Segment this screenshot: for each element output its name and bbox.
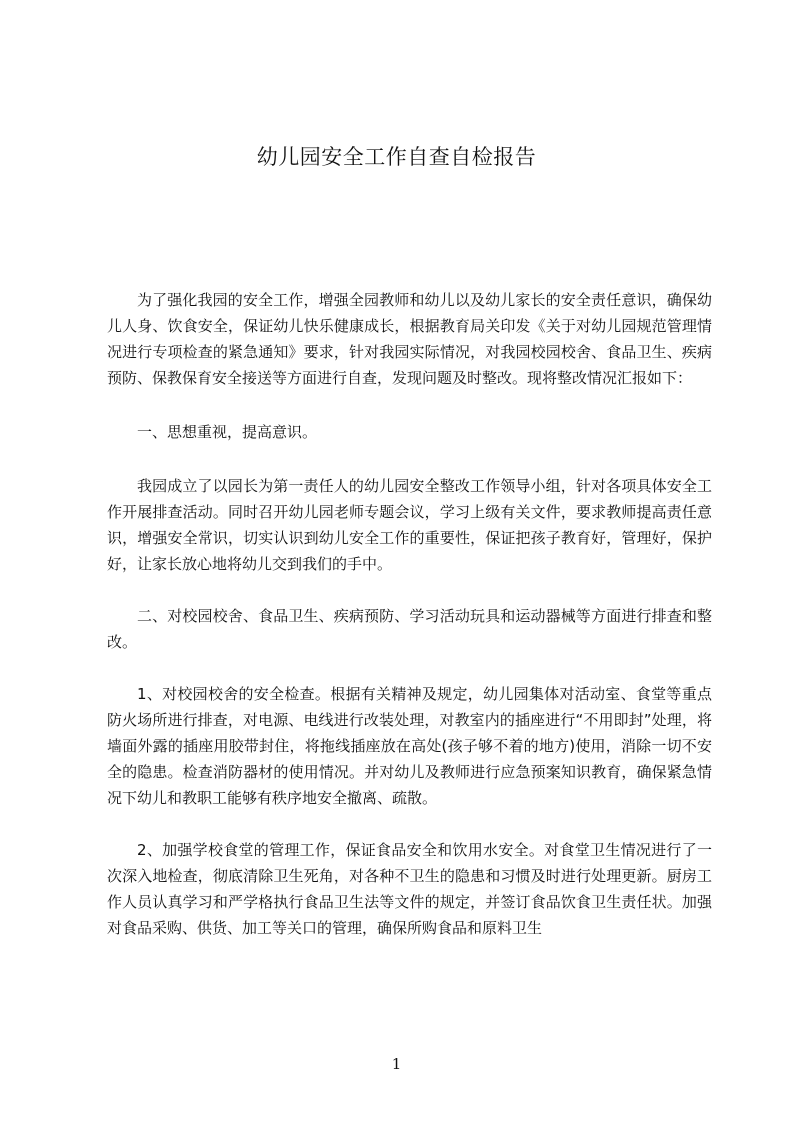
- body-paragraph: 我园成立了以园长为第一责任人的幼儿园安全整改工作领导小组，针对各项具体安全工作开展排查活动。同时召开幼儿园老师专题会议，学习上级有关文件，要求教师提高责任意识，增强安全常识，切实认识到幼儿安全工作的重要性，保证把孩子教育好，管理好，保护好，让家长放心地将幼儿交到我们的手中。: [107, 477, 712, 573]
- body-paragraph: 1、对校园校舍的安全检查。根据有关精神及规定，幼儿园集体对活动室、食堂等重点防火场所进行排查，对电源、电线进行改装处理，对教室内的插座进行“不用即封”处理，将墙面外露的插座用胶带封住，将拖线插座放在高处(孩子够不着的地方)使用，消除一切不安全的隐患。检查消防器材的使用情况。并对幼儿及教师进行应急预案知识教育，确保紧急情况下幼儿和教职工能够有秩序地安全撤离、疏散。: [107, 685, 712, 807]
- page-number: 1: [391, 1055, 402, 1073]
- document-body: [107, 287, 712, 941]
- body-paragraph: 2、加强学校食堂的管理工作，保证食品安全和饮用水安全。对食堂卫生情况进行了一次深入地检查，彻底清除卫生死角，对各种不卫生的隐患和习惯及时进行处理更新。厨房工作人员认真学习和严学格执行食品卫生法等文件的规定，并签订食品饮食卫生责任状。加强对食品采购、供货、加工等关口的管理，确保所购食品和原料卫生: [107, 841, 712, 937]
- section-heading-2: 二、对校园校舍、食品卫生、疾病预防、学习活动玩具和运动器械等方面进行排查和整改。: [107, 607, 712, 651]
- section-heading-1: 一、思想重视，提高意识。: [137, 423, 318, 441]
- document-title: 幼儿园安全工作自查自检报告: [256, 145, 537, 169]
- intro-paragraph: 为了强化我园的安全工作，增强全园教师和幼儿以及幼儿家长的安全责任意识，确保幼儿人身、饮食安全，保证幼儿快乐健康成长，根据教育局关印发《关于对幼儿园规范管理情况进行专项检查的紧急通知》要求，针对我园实际情况，对我园校园校舍、食品卫生、疾病预防、保教保育安全接送等方面进行自查，发现问题及时整改。现将整改情况汇报如下：: [107, 291, 712, 387]
